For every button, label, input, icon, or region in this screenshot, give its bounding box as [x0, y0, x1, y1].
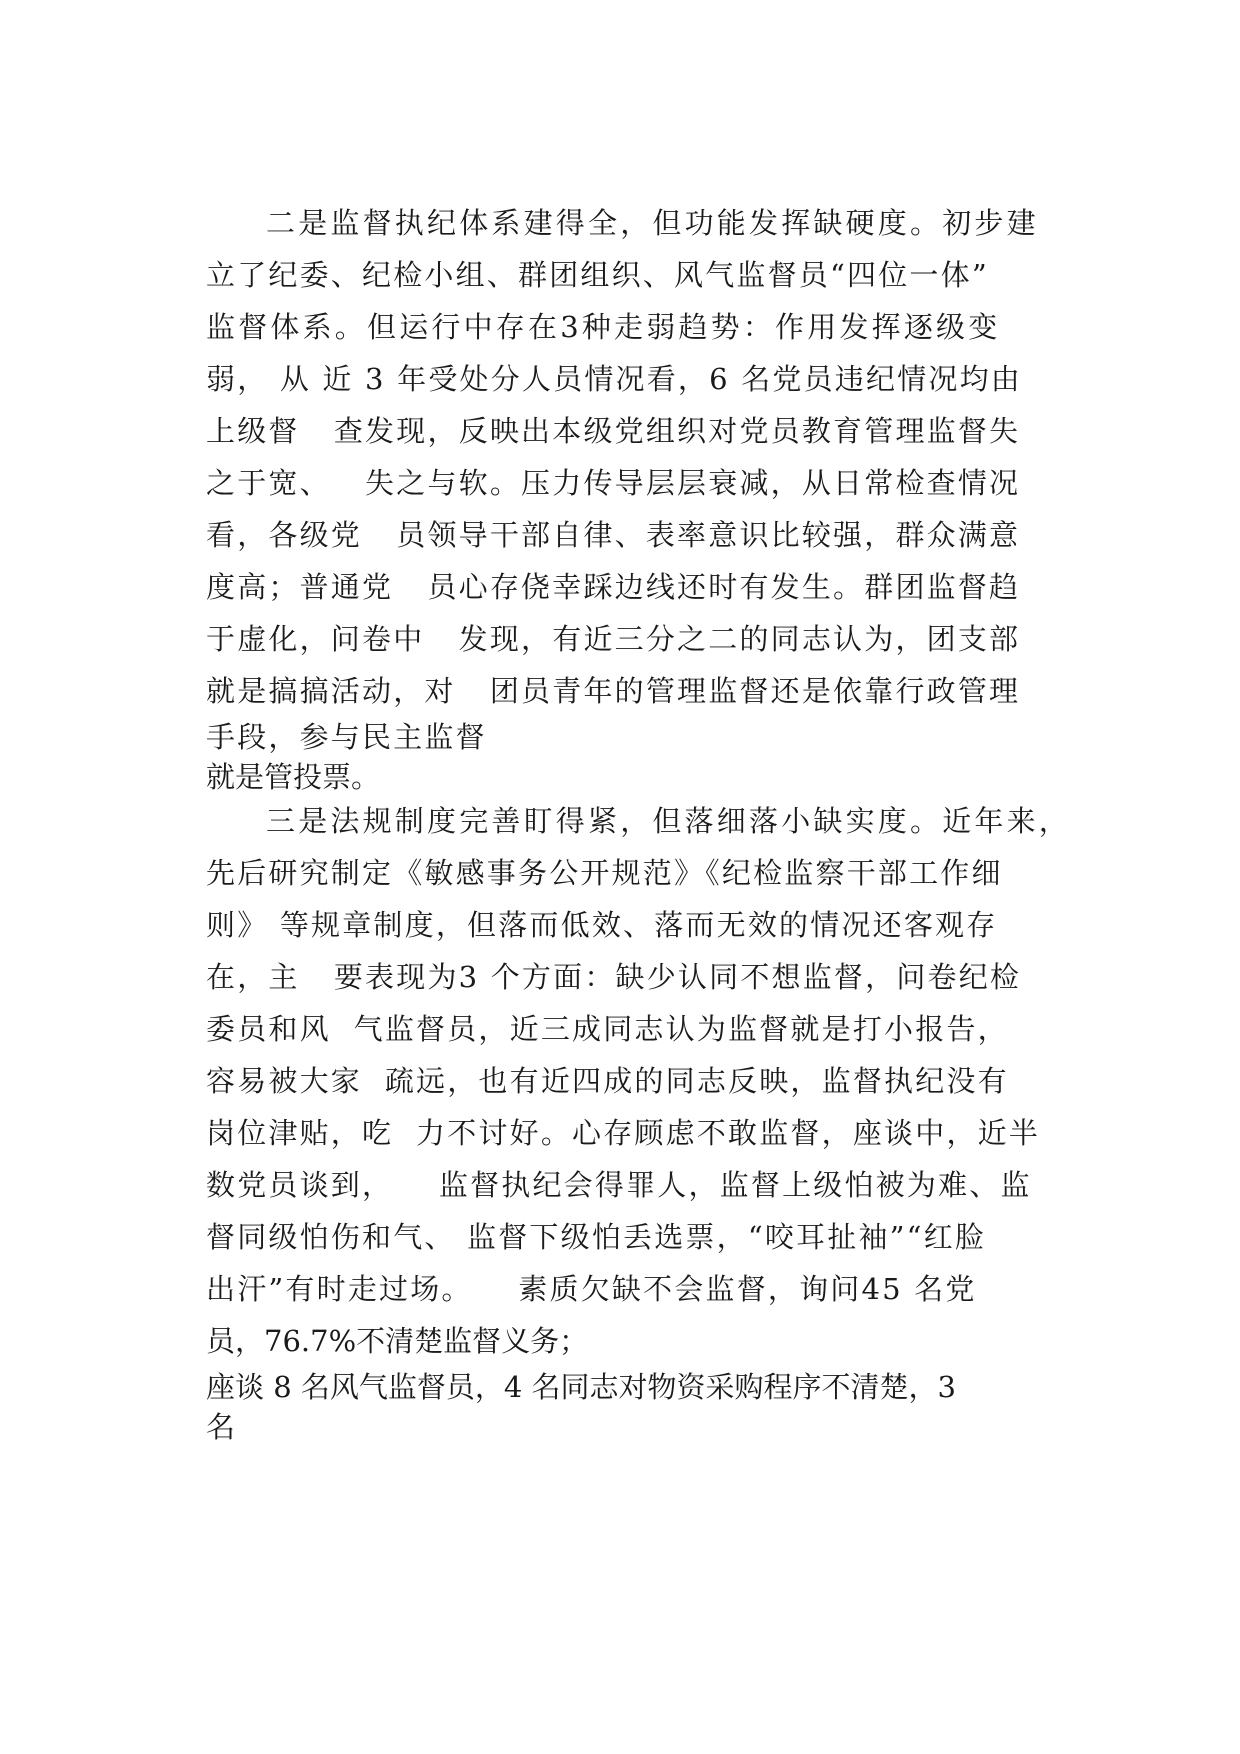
text-line: 监督体系。但运行中存在3种走弱趋势：作用发挥逐级变 [206, 310, 1001, 344]
text-line: 二是监督执纪体系建得全，但功能发挥缺硬度。初步建 [266, 206, 1039, 240]
text-line: 上级督 查发现，反映出本级党组织对党员教育管理监督失 [206, 414, 1021, 448]
text-line: 座谈 8 名风气监督员，4 名同志对物资采购程序不清楚，3 [206, 1370, 957, 1404]
text-line: 之于宽、 失之与软。压力传导层层衰减，从日常检查情况 [206, 466, 1021, 500]
text-line: 委员和风 气监督员，近三成同志认为监督就是打小报告， [206, 1012, 1009, 1046]
text-line: 于虚化，问卷中 发现，有近三分之二的同志认为，团支部 [206, 622, 1021, 656]
text-line: 督同级怕伤和气、 监督下级怕丢选票，“咬耳扯袖”“红脸 [206, 1220, 987, 1254]
paragraph-regulations [206, 795, 1096, 1447]
text-line: 度高；普通党 员心存侥幸踩边线还时有发生。群团监督趋 [206, 570, 1021, 604]
text-line: 容易被大家 疏远，也有近四成的同志反映，监督执纪没有 [206, 1064, 1009, 1098]
text-line: 数党员谈到， 监督执纪会得罪人，监督上级怕被为难、监 [206, 1168, 1032, 1202]
text-line: 员，76.7%不清楚监督义务； [206, 1324, 589, 1358]
text-line: 则》 等规章制度，但落而低效、落而无效的情况还客观存 [206, 908, 998, 942]
text-line: 出汗”有时走过场。 素质欠缺不会监督，询问45 名党 [206, 1272, 977, 1306]
text-line: 看，各级党 员领导干部自律、表率意识比较强，群众满意 [206, 518, 1021, 552]
text-line: 岗位津贴，吃 力不讨好。心存顾虑不敢监督，座谈中，近半 [206, 1116, 1041, 1150]
text-line: 手段，参与民主监督 [206, 720, 487, 754]
text-line: 名 [206, 1410, 236, 1444]
text-line: 就是管投票。 [206, 760, 381, 794]
text-line: 就是搞搞活动，对 团员青年的管理监督还是依靠行政管理 [206, 674, 1021, 708]
text-line: 三是法规制度完善盯得紧，但落细落小缺实度。近年来， [266, 804, 1072, 838]
text-line: 弱， 从 近 3 年受处分人员情况看，6 名党员违纪情况均由 [206, 362, 1022, 396]
paragraph-supervision-system [206, 197, 1096, 797]
text-line: 在，主 要表现为3 个方面：缺少认同不想监督，问卷纪检 [206, 960, 1022, 994]
text-line: 立了纪委、纪检小组、群团组织、风气监督员“四位一体” [206, 258, 989, 292]
text-line: 先后研究制定《敏感事务公开规范》《纪检监察干部工作细 [206, 856, 1003, 890]
